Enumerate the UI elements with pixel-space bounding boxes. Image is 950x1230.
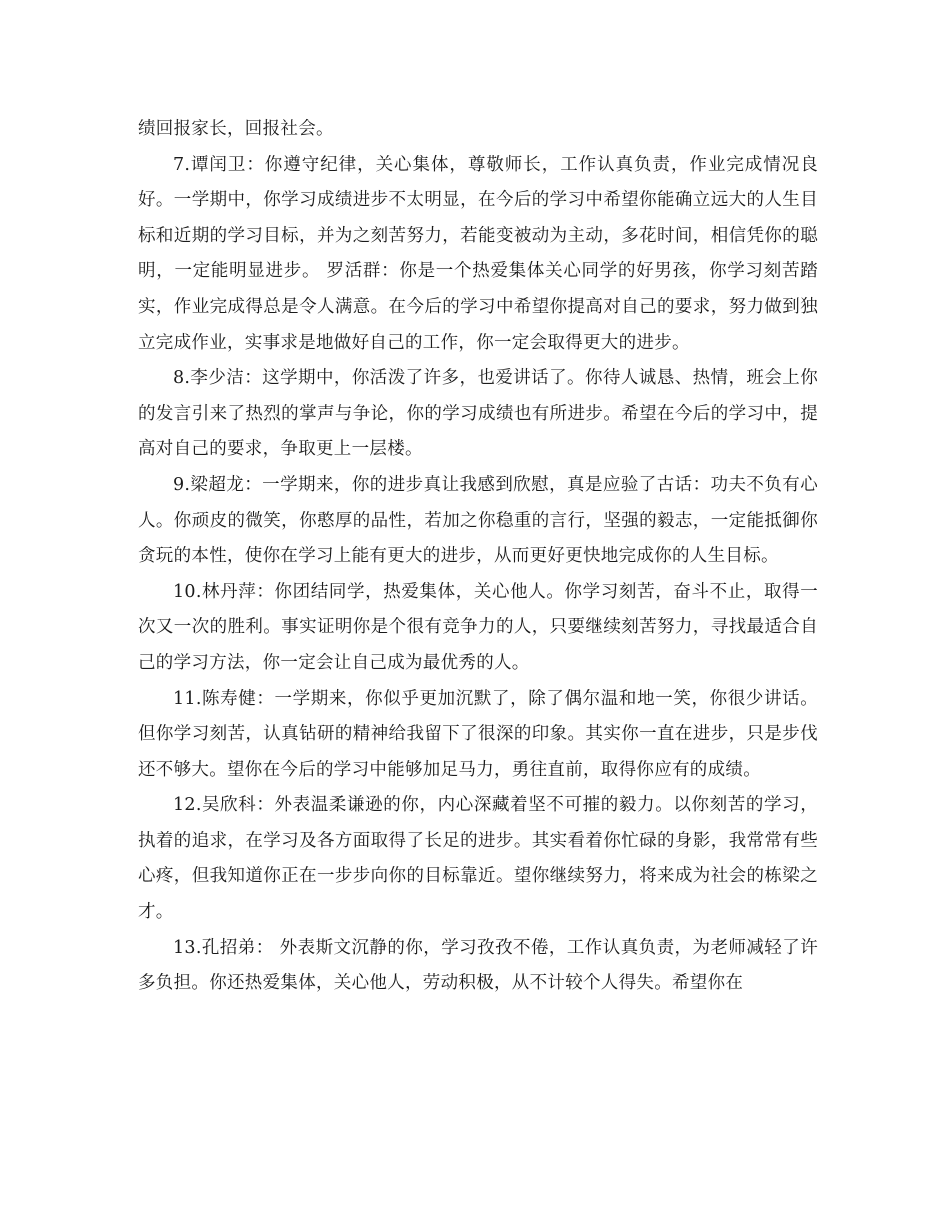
paragraph: 8.李少洁：这学期中，你活泼了许多，也爱讲话了。你待人诚恳、热情，班会上你的发言引来了热烈的掌声与争论，你的学习成绩也有所进步。希望在今后的学习中，提高对自己的要求，争取更上一层楼。	[138, 368, 818, 460]
document-page	[138, 112, 818, 1002]
paragraph: 9.梁超龙：一学期来，你的进步真让我感到欣慰，真是应验了古话：功夫不负有心人。你顽皮的微笑，你憨厚的品性，若加之你稳重的言行，坚强的毅志，一定能抵御你贪玩的本性，使你在学习上能有更大的进步，从而更好更快地完成你的人生目标。	[138, 474, 818, 567]
paragraph: 7.谭闰卫：你遵守纪律，关心集体，尊敬师长，工作认真负责，作业完成情况良好。一学期中，你学习成绩进步不太明显，在今后的学习中希望你能确立远大的人生目标和近期的学习目标，并为之刻苦努力，若能变被动为主动，多花时间，相信凭你的聪明，一定能明显进步。 罗活群：你是一个热爱集体关心同学的好男孩，你学习刻苦踏实，作业完成得总是令人满意。在今后的学习中希望你提高对自己的要求，努力做到独立完成作业，实事求是地做好自己的工作，你一定会取得更大的进步。	[138, 154, 818, 353]
paragraph: 13.孔招弟： 外表斯文沉静的你，学习孜孜不倦，工作认真负责，为老师减轻了许多负担。你还热爱集体，关心他人，劳动积极，从不计较个人得失。希望你在	[138, 937, 818, 994]
paragraph: 11.陈寿健：一学期来，你似乎更加沉默了，除了偶尔温和地一笑，你很少讲话。但你学习刻苦，认真钻研的精神给我留下了很深的印象。其实你一直在进步，只是步伐还不够大。望你在今后的学习中能够加足马力，勇往直前，取得你应有的成绩。	[138, 688, 818, 780]
paragraph: 绩回报家长，回报社会。	[138, 119, 334, 139]
paragraph: 10.林丹萍：你团结同学，热爱集体，关心他人。你学习刻苦，奋斗不止，取得一次又一次的胜利。事实证明你是个很有竞争力的人，只要继续刻苦努力，寻找最适合自己的学习方法，你一定会让自己成为最优秀的人。	[138, 581, 818, 673]
paragraph: 12.吴欣科：外表温柔谦逊的你，内心深藏着坚不可摧的毅力。以你刻苦的学习，执着的追求，在学习及各方面取得了长足的进步。其实看着你忙碌的身影，我常常有些心疼，但我知道你正在一步步向你的目标靠近。望你继续努力，将来成为社会的栋梁之才。	[138, 795, 818, 923]
